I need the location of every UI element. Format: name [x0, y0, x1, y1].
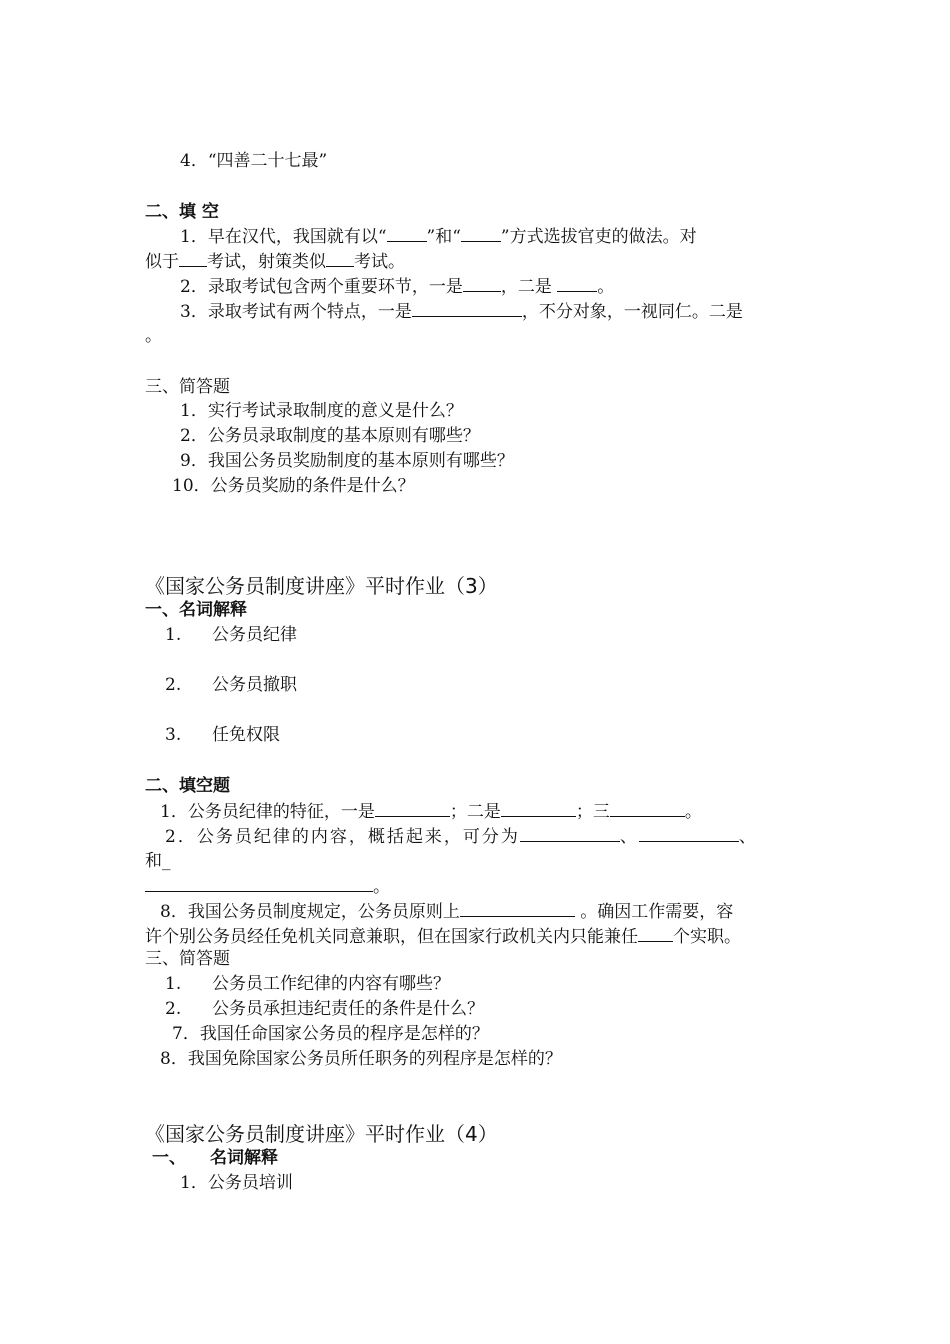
qa-heading: 三、简答题: [145, 377, 230, 397]
hw3-term-3: 3. 任免权限: [165, 725, 280, 745]
hw3-fill-8-cont: 许个别公务员经任免机关同意兼职，但在国家行政机关内只能兼任 个实职。: [145, 927, 741, 947]
qa-item-10: 10．公务员奖励的条件是什么？: [172, 476, 415, 496]
fill-item-1-cont: 似于 考试，射策类似 考试。: [145, 252, 405, 272]
fill-heading: 二、填 空: [145, 202, 219, 222]
hw3-qa-8: 8．我国免除国家公务员所任职务的列程序是怎样的？: [160, 1049, 562, 1069]
hw3-term-2: 2. 公务员撤职: [165, 675, 297, 695]
qa-item-1: 1．实行考试录取制度的意义是什么？: [180, 401, 463, 421]
qa-item-9: 9．我国公务员奖励制度的基本原则有哪些？: [180, 451, 514, 471]
hw3-qa-7: 7．我国任命国家公务员的程序是怎样的？: [172, 1024, 489, 1044]
hw3-qa-2: 2. 公务员承担违纪责任的条件是什么？: [165, 999, 484, 1019]
hw3-fill-8: 8．我国公务员制度规定，公务员原则上 。确因工作需要，容: [160, 902, 734, 922]
hw3-fill-2-end: 。: [145, 875, 390, 898]
hw3-terms-heading: 一、名词解释: [145, 600, 247, 620]
fill-item-3-cont: 。: [145, 326, 162, 346]
hw3-fill-heading: 二、填空题: [145, 776, 230, 796]
hw3-fill-1: 1．公务员纪律的特征，一是 ；二是 ；三 。: [160, 802, 702, 822]
hw3-fill-2-cont: 和_: [145, 851, 171, 871]
fill-item-3: 3．录取考试有两个特点，一是 ，不分对象，一视同仁。二是: [180, 302, 743, 322]
hw3-title: 《国家公务员制度讲座》平时作业（3）: [145, 574, 498, 598]
hw3-qa-heading: 三、简答题: [145, 949, 230, 969]
hw4-term-1: 1．公务员培训: [180, 1173, 293, 1193]
qa-item-2: 2．公务员录取制度的基本原则有哪些？: [180, 426, 480, 446]
hw3-term-1: 1. 公务员纪律: [165, 625, 297, 645]
fill-item-2: 2．录取考试包含两个重要环节，一是 ，二是 。: [180, 277, 615, 297]
hw4-terms-heading: 一、 名词解释: [152, 1148, 278, 1168]
fill-item-1: 1．早在汉代，我国就有以“ ”和“ ”方式选拔官吏的做法。对: [180, 227, 697, 247]
hw3-qa-1: 1. 公务员工作纪律的内容有哪些？: [165, 974, 450, 994]
hw4-title: 《国家公务员制度讲座》平时作业（4）: [145, 1122, 498, 1146]
hw3-fill-2: 2．公务员纪律的内容，概括起来，可分为 、 、: [165, 827, 758, 847]
item-4: 4．“四善二十七最”: [180, 151, 328, 171]
